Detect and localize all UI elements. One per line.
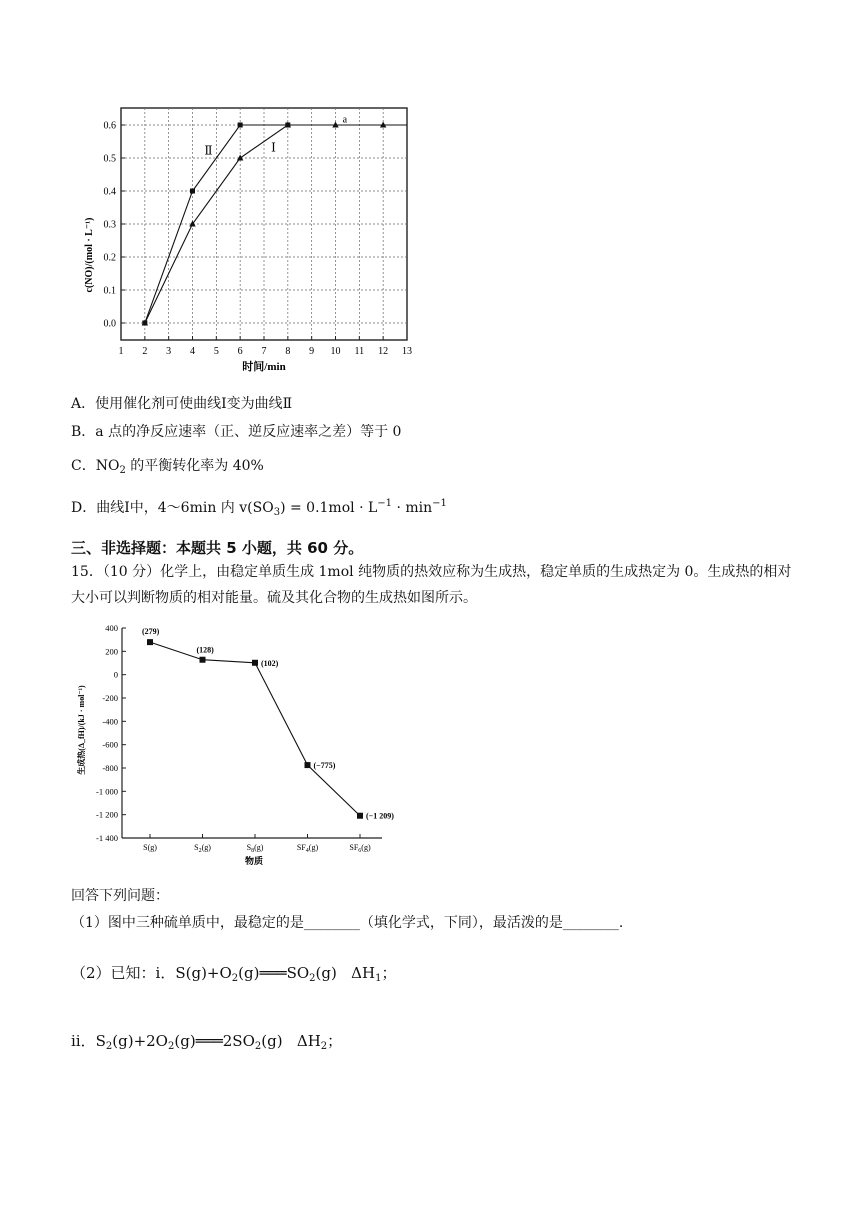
eq1-c: (g): [315, 964, 337, 982]
chart2-ytick-label: -600: [102, 739, 118, 750]
chart1-xtick-label: 13: [402, 346, 412, 357]
chart2-xtick-label: $S_2(g)$: [194, 843, 211, 854]
eq2-b: (g)+2O: [112, 1032, 168, 1050]
option-c: [71, 455, 264, 476]
option-d-label: D．: [71, 500, 97, 516]
chart1-xtick-label: 2: [142, 346, 148, 357]
chart2-xtick-label: $SF_4(g)$: [296, 843, 319, 854]
chart2-point: [200, 657, 206, 663]
chart1-ytick-label: 0.5: [103, 153, 116, 165]
q15-part2-eq2: ⅱ．$S_2(g)+2O_2(g)═══2SO_2(g)$ $\Delta H_2$；: [71, 1032, 343, 1052]
chart2-xtick-label: S(g): [143, 843, 157, 852]
chart2-ytick-label: -1 400: [96, 833, 118, 843]
chart1-ytick-label: 0.6: [103, 120, 116, 132]
eq1-a: S(g)+O: [175, 964, 232, 982]
chart1-ytick-label: 0.1: [103, 285, 116, 297]
q15-intro: 15．（10 分）化学上，由稳定单质生成 1mol 纯物质的热效应称为生成热，稳定单质的生成热定为 0。生成热的相对大小可以判断物质的相对能量。硫及其化合物的生成热如图所示。: [71, 564, 792, 606]
chart2-point: [252, 660, 258, 666]
chart1-ytick-label: 0.2: [103, 252, 116, 264]
chart1-ylabel: c(NO)/(mol · L⁻¹): [84, 217, 95, 293]
eq2-a: S: [95, 1032, 106, 1050]
chart1-point-ii: [238, 123, 243, 128]
chart2-xlabel: 物质: [244, 856, 264, 866]
chart1-point-i: [237, 155, 243, 161]
q2-prefix: （2）已知：ⅰ．: [71, 964, 176, 982]
chart2-data-label: (102): [261, 658, 279, 668]
chart2-data-label: (−1 209): [366, 811, 394, 821]
q15-part2-eq1: （2）已知：ⅰ．$S(g)+O_2(g)═══SO_2(g)$ $\Delta H_1$；: [71, 964, 397, 984]
dh2: ΔH: [296, 1032, 321, 1050]
answer-prompt: 回答下列问题：: [71, 888, 169, 904]
dh1: ΔH: [351, 964, 376, 982]
option-d-text3: · min: [392, 500, 433, 516]
option-c-formula: NO: [95, 458, 120, 474]
chart1-xtick-label: 3: [166, 346, 172, 357]
option-b: [71, 421, 401, 441]
chart2-xtick-label: $SF_6(g)$: [349, 843, 371, 854]
chart1-point-ii: [190, 189, 195, 194]
option-a-label: A．: [71, 396, 96, 412]
option-c-text: 的平衡转化率为 40%: [125, 458, 264, 474]
chart2-line: [150, 642, 360, 816]
chart2-point: [305, 762, 311, 768]
eq1-sub-a: 2: [231, 973, 239, 984]
dh2-sub: 2: [320, 1041, 328, 1052]
chart1-xtick-label: 7: [261, 346, 267, 357]
option-c-label: C．: [71, 458, 96, 474]
eq2-c: (g)═══2SO: [174, 1032, 255, 1050]
concentration-time-chart: [78, 100, 423, 378]
chart2-ylabel: 生成热(Δ_fH)/(kJ · mol⁻¹): [77, 685, 86, 775]
chart1-xtick-label: 4: [190, 346, 195, 357]
chart2-point: [357, 813, 363, 819]
eq2-sub-c: 2: [254, 1041, 262, 1052]
option-d: [71, 497, 447, 518]
option-b-text: a 点的净反应速率（正、逆反应速率之差）等于 0: [95, 424, 402, 440]
chart1-series-label-ii: Ⅱ: [204, 143, 213, 158]
option-d-sub: 3: [273, 507, 281, 518]
chart1-xlabel: 时间/min: [242, 361, 286, 373]
chart1-xtick-label: 11: [354, 346, 365, 357]
chart2-ytick-label: 0: [113, 669, 118, 680]
option-d-sup1: −1: [377, 498, 393, 509]
chart1-annotation-a: a: [342, 114, 348, 126]
chart2-data-label: (279): [142, 627, 160, 637]
chart1-xtick-label: 8: [285, 346, 291, 357]
eq2-sub-b: 2: [167, 1041, 175, 1052]
chart1-ytick-label: 0.3: [103, 219, 116, 231]
chart2-ytick-label: -400: [102, 716, 118, 727]
chart2-ytick-label: 400: [105, 623, 118, 633]
chart2-ytick-label: -800: [102, 763, 118, 773]
option-d-sup2: −1: [432, 498, 447, 509]
chart1-xtick-label: 6: [237, 346, 243, 357]
chart1-ytick-label: 0.4: [103, 186, 116, 198]
option-a-text: 使用催化剂可使曲线Ⅰ变为曲线Ⅱ: [95, 396, 293, 412]
chart2-ytick-label: -1 200: [96, 809, 118, 820]
chart2-ytick-label: -200: [102, 693, 118, 703]
chart1-xtick-label: 9: [309, 346, 315, 357]
chart2-point: [147, 639, 153, 645]
chart1-xtick-label: 10: [330, 346, 341, 357]
option-c-sub: 2: [119, 465, 126, 476]
option-b-label: B．: [71, 424, 96, 440]
chart1-xtick-label: 12: [378, 346, 389, 357]
eq1-b: (g)═══SO: [238, 964, 310, 982]
chart1-xtick-label: 5: [213, 346, 219, 357]
dh1-sub: 1: [375, 973, 382, 984]
chart2-xtick-label: $S_8(g)$: [246, 843, 264, 854]
chart2-data-label: (−775): [313, 761, 336, 771]
section-title: 三、非选择题：本题共 5 小题，共 60 分。: [71, 539, 364, 557]
q15-part1: （1）图中三种硫单质中，最稳定的是________（填化学式，下同），最活泼的是________.: [71, 915, 624, 931]
chart1-ytick-label: 0.0: [103, 318, 116, 330]
eq2-d: (g): [261, 1032, 283, 1050]
chart2-ytick-label: 200: [105, 646, 118, 657]
chart2-data-label: (128): [196, 645, 214, 655]
eq2-sub-a: 2: [105, 1041, 113, 1052]
chart2-ytick-label: -1 000: [96, 786, 118, 797]
chart1-xtick-label: 1: [118, 346, 124, 357]
chart1-series-label-i: Ⅰ: [271, 140, 276, 155]
option-d-text: 曲线Ⅰ中，4～6min 内 v(SO: [96, 500, 274, 516]
chart1-line-ii: [145, 125, 407, 323]
eq1-sub-b: 2: [309, 973, 316, 984]
q2-ii-prefix: ⅱ．: [71, 1032, 96, 1050]
formation-heat-chart: [70, 618, 420, 868]
option-a: [71, 393, 292, 413]
option-d-text2: ) = 0.1mol · L: [280, 500, 378, 516]
